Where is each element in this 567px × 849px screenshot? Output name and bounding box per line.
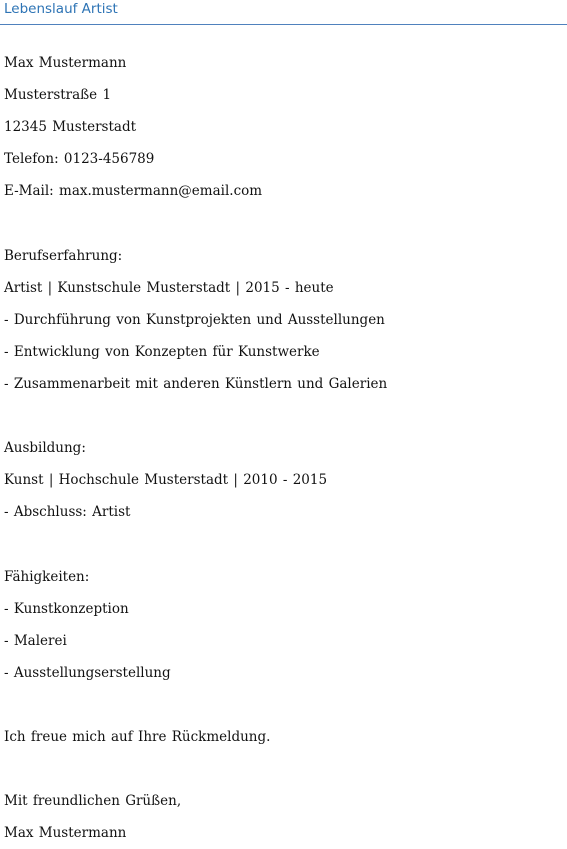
skills-item: - Kunstkonzeption [4, 600, 129, 617]
document-body [4, 47, 559, 849]
spacer [4, 207, 559, 239]
closing-signature: Max Mustermann [4, 825, 127, 842]
experience-heading: Berufserfahrung: [4, 247, 123, 264]
experience-item: - Durchführung von Kunstprojekten und Ausstellungen [4, 311, 385, 328]
skills-heading: Fähigkeiten: [4, 568, 90, 585]
spacer [4, 689, 559, 721]
education-heading: Ausbildung: [4, 440, 86, 457]
contact-phone: Telefon: 0123-456789 [4, 151, 155, 168]
experience-item: - Entwicklung von Konzepten für Kunstwerke [4, 343, 320, 360]
education-item: - Abschluss: Artist [4, 504, 131, 521]
contact-city: 12345 Musterstadt [4, 119, 137, 136]
skills-item: - Ausstellungserstellung [4, 664, 171, 681]
experience-position: Artist | Kunstschule Musterstadt | 2015 - heute [4, 279, 334, 296]
closing-text: Ich freue mich auf Ihre Rückmeldung. [4, 728, 271, 745]
education-entry: Kunst | Hochschule Musterstadt | 2010 - 2015 [4, 472, 328, 489]
spacer [4, 528, 559, 560]
document-header [0, 0, 567, 25]
skills-item: - Malerei [4, 632, 67, 649]
contact-name: Max Mustermann [4, 55, 127, 71]
experience-item: - Zusammenarbeit mit anderen Künstlern und Galerien [4, 375, 388, 392]
spacer [4, 400, 559, 432]
spacer [4, 753, 559, 785]
document-title: Lebenslauf Artist [4, 1, 118, 17]
contact-street: Musterstraße 1 [4, 87, 112, 104]
contact-email: E-Mail: max.mustermann@email.com [4, 183, 263, 200]
closing-greeting: Mit freundlichen Grüßen, [4, 793, 182, 810]
